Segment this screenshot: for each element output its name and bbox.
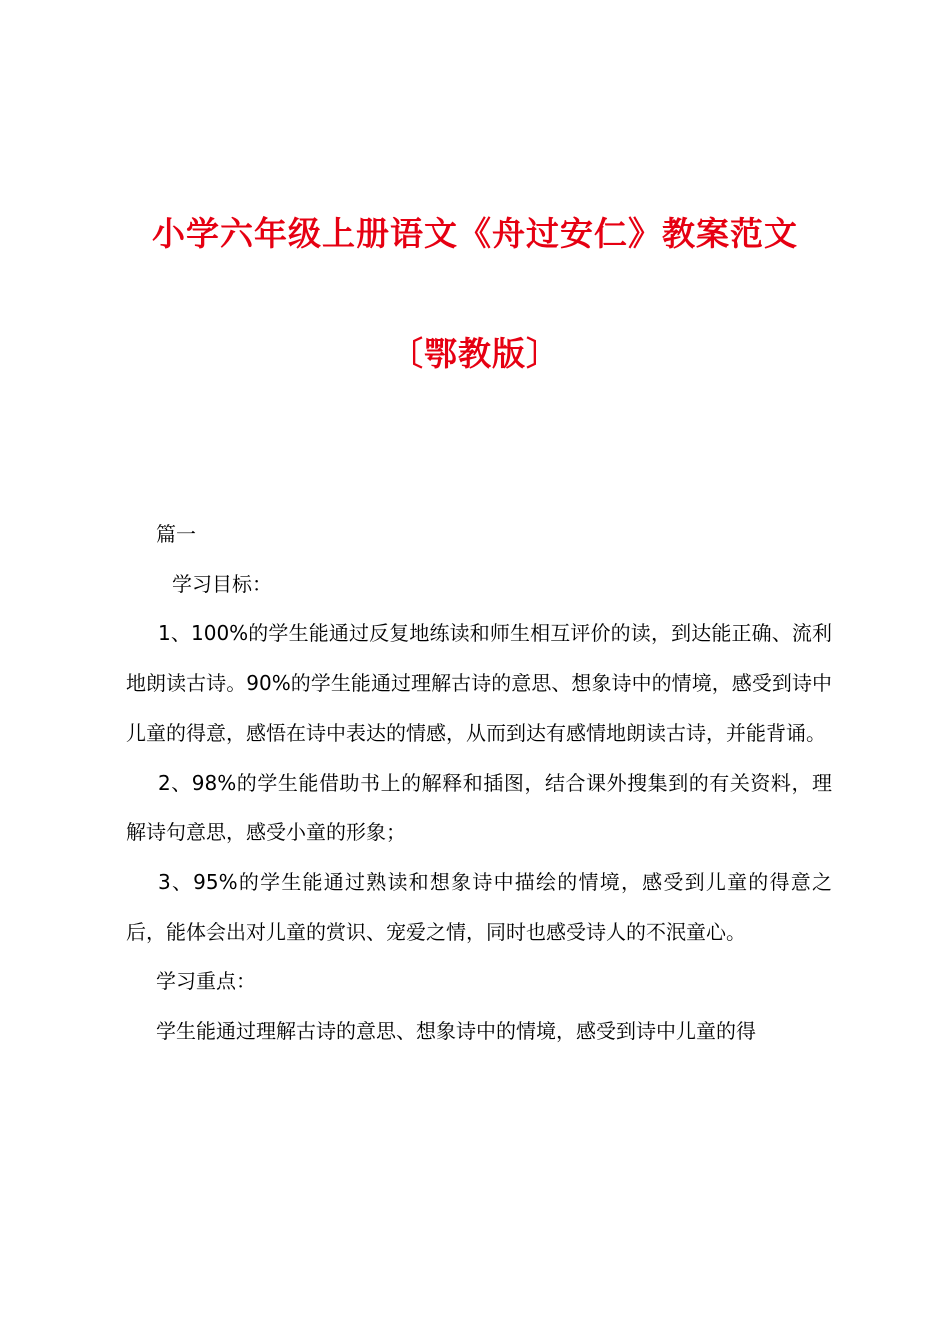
section-label: 篇一 — [156, 522, 196, 546]
goals-heading: 学习目标： — [172, 571, 272, 596]
document-subtitle: 〔鄂教版〕 — [390, 334, 560, 373]
key-points-heading: 学习重点： — [156, 969, 256, 994]
document-body — [126, 510, 832, 1057]
goal-item-2: 2、98%的学生能借助书上的解释和插图，结合课外搜集到的有关资料，理解诗句意思，感受小童的形象； — [126, 770, 832, 845]
goal-item-1: 1、100%的学生能通过反复地练读和师生相互评价的读，到达能正确、流利地朗读古诗。90%的学生能通过理解古诗的意思、想象诗中的情境，感受到诗中儿童的得意，感悟在诗中表达的情感，从而到达有感情地朗读古诗，并能背诵。 — [126, 621, 832, 745]
goal-item-3: 3、95%的学生能通过熟读和想象诗中描绘的情境，感受到儿童的得意之后，能体会出对儿童的赏识、宠爱之情，同时也感受诗人的不泯童心。 — [126, 869, 832, 944]
key-points-text: 学生能通过理解古诗的意思、想象诗中的情境，感受到诗中儿童的得 — [156, 1019, 756, 1044]
document-title: 小学六年级上册语文《舟过安仁》教案范文 — [152, 214, 798, 253]
